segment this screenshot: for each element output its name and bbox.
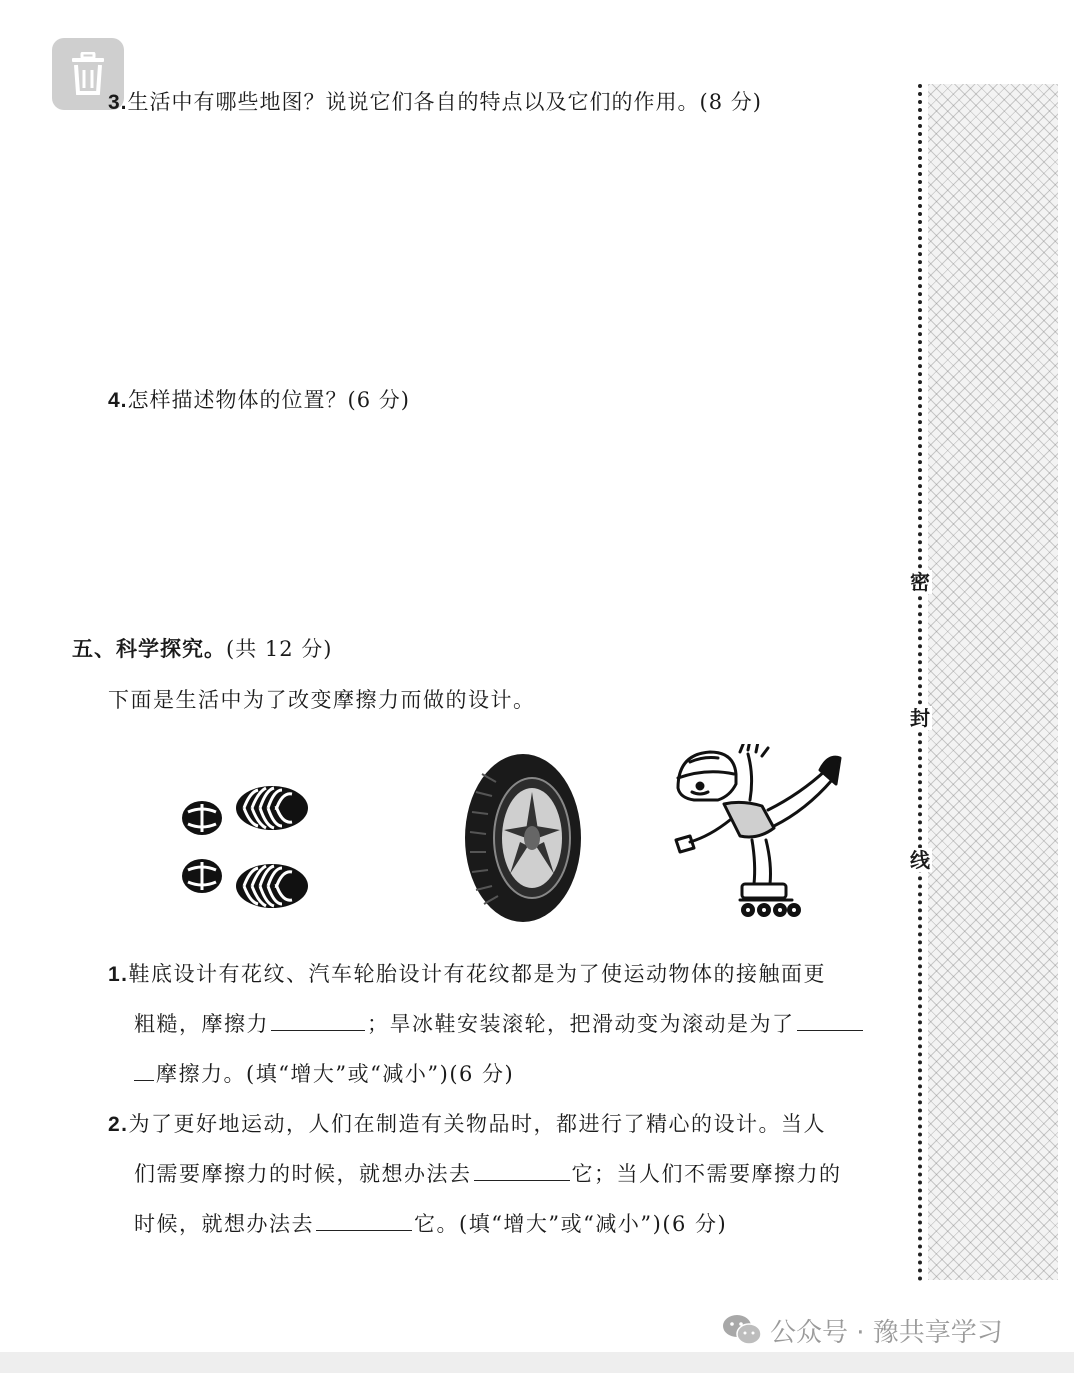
q2-line-2: 们需要摩擦力的时候，就想办法去 它；当人们不需要摩擦力的 bbox=[134, 1162, 842, 1186]
q1-line-2: 粗糙，摩擦力 ；旱冰鞋安装滚轮，把滑动变为滚动是为了 bbox=[134, 1008, 865, 1038]
roller-skater-image bbox=[670, 744, 846, 924]
q2-line-3: 时候，就想办法去 它。(填“增大”或“减小”)(6 分) bbox=[134, 1212, 728, 1236]
answer-blank-2-continued[interactable] bbox=[134, 1079, 154, 1081]
seal-dotted-line bbox=[918, 84, 922, 1282]
seal-char-feng: 封 bbox=[910, 706, 930, 730]
bottom-band bbox=[0, 1352, 1074, 1373]
question-4: 4.怎样描述物体的位置？(6 分) bbox=[108, 388, 410, 412]
watermark bbox=[722, 1310, 1003, 1350]
watermark-text: 公众号 · 豫共享学习 bbox=[770, 1317, 1003, 1348]
q2-line-1: 2.为了更好地运动，人们在制造有关物品时，都进行了精心的设计。当人 bbox=[108, 1112, 827, 1136]
trash-icon bbox=[68, 52, 108, 96]
seal-char-xian: 线 bbox=[910, 848, 930, 872]
wechat-icon bbox=[722, 1313, 762, 1347]
answer-blank-2[interactable] bbox=[797, 1029, 863, 1031]
question-3: 3.生活中有哪些地图？说说它们各自的特点以及它们的作用。(8 分) bbox=[108, 90, 762, 114]
q1-line-3: 摩擦力。(填“增大”或“减小”)(6 分) bbox=[134, 1058, 514, 1088]
shoe-prints-image bbox=[178, 778, 318, 918]
section-5-title: 五、科学探究。(共 12 分) bbox=[72, 636, 333, 661]
section-5-intro: 下面是生活中为了改变摩擦力而做的设计。 bbox=[108, 688, 536, 712]
answer-blank-1[interactable] bbox=[271, 1029, 365, 1031]
answer-blank-4[interactable] bbox=[316, 1229, 412, 1231]
answer-blank-3[interactable] bbox=[474, 1179, 570, 1181]
seal-char-mi: 密 bbox=[910, 570, 930, 594]
q1-line-1: 1.鞋底设计有花纹、汽车轮胎设计有花纹都是为了使运动物体的接触面更 bbox=[108, 962, 827, 986]
car-tire-image bbox=[462, 752, 584, 924]
seal-margin-pattern bbox=[928, 84, 1058, 1280]
